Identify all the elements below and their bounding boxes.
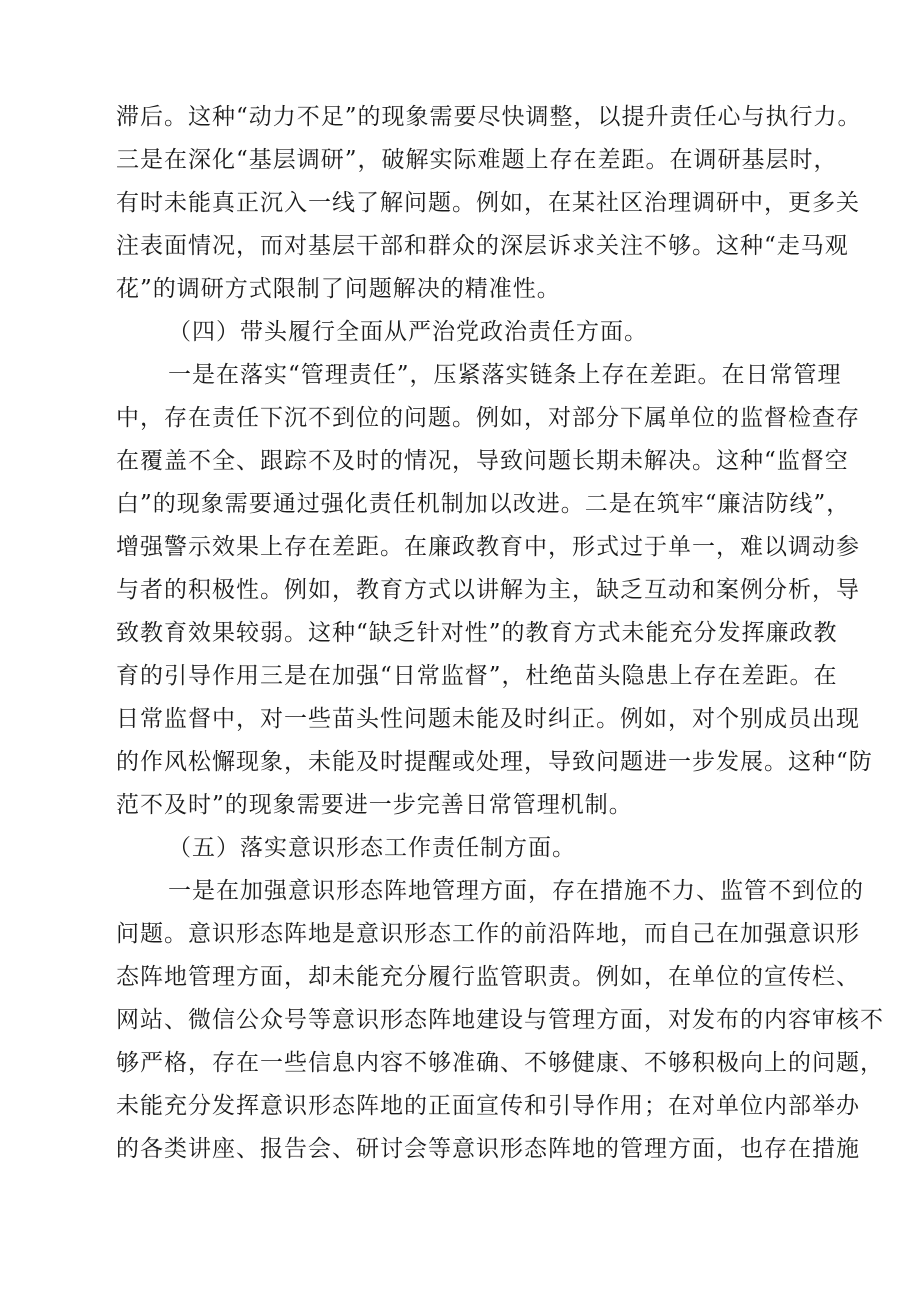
paragraph-line: 滞后。这种“动力不足”的现象需要尽快调整，以提升责任心与执行力。 bbox=[116, 104, 862, 130]
paragraph-line: 增强警示效果上存在差距。在廉政教育中，形式过于单一，难以调动参 bbox=[116, 534, 860, 560]
paragraph-line: 的作风松懈现象，未能及时提醒或处理，导致问题进一步发展。这种“防 bbox=[116, 749, 873, 775]
paragraph-line: 的各类讲座、报告会、研讨会等意识形态阵地的管理方面，也存在措施 bbox=[116, 1136, 860, 1162]
section-heading-4: （四）带头履行全面从严治党政治责任方面。 bbox=[168, 319, 648, 345]
paragraph-line: 网站、微信公众号等意识形态阵地建设与管理方面，对发布的内容审核不 bbox=[116, 1007, 884, 1033]
paragraph-line: 注表面情况，而对基层干部和群众的深层诉求关注不够。这种“走马观 bbox=[116, 233, 849, 259]
paragraph-first-line: 一是在落实“管理责任”，压紧落实链条上存在差距。在日常管理 bbox=[168, 362, 842, 388]
paragraph-line: 日常监督中，对一些苗头性问题未能及时纠正。例如，对个别成员出现 bbox=[116, 706, 860, 732]
paragraph-line: 育的引导作用三是在加强“日常监督”，杜绝苗头隐患上存在差距。在 bbox=[116, 663, 838, 689]
paragraph-line: 三是在深化“基层调研”，破解实际难题上存在差距。在调研基层时， bbox=[116, 147, 838, 173]
document-body bbox=[116, 96, 884, 1171]
paragraph-line: 问题。意识形态阵地是意识形态工作的前沿阵地，而自己在加强意识形 bbox=[116, 921, 860, 947]
paragraph-line: 够严格，存在一些信息内容不够准确、不够健康、不够积极向上的问题， bbox=[116, 1050, 884, 1076]
paragraph-line: 有时未能真正沉入一线了解问题。例如，在某社区治理调研中，更多关 bbox=[116, 190, 860, 216]
paragraph-line: 未能充分发挥意识形态阵地的正面宣传和引导作用；在对单位内部举办 bbox=[116, 1093, 860, 1119]
paragraph-line: 花”的调研方式限制了问题解决的精准性。 bbox=[116, 276, 561, 302]
paragraph-line: 致教育效果较弱。这种“缺乏针对性”的教育方式未能充分发挥廉政教 bbox=[116, 620, 838, 646]
paragraph-line: 与者的积极性。例如，教育方式以讲解为主，缺乏互动和案例分析，导 bbox=[116, 577, 860, 603]
paragraph-line: 范不及时”的现象需要进一步完善日常管理机制。 bbox=[116, 792, 633, 818]
paragraph-first-line: 一是在加强意识形态阵地管理方面，存在措施不力、监管不到位的 bbox=[168, 878, 864, 904]
paragraph-line: 中，存在责任下沉不到位的问题。例如，对部分下属单位的监督检查存 bbox=[116, 405, 860, 431]
paragraph-line: 在覆盖不全、跟踪不及时的情况，导致问题长期未解决。这种“监督空 bbox=[116, 448, 849, 474]
paragraph-line: 白”的现象需要通过强化责任机制加以改进。二是在筑牢“廉洁防线”， bbox=[116, 491, 851, 517]
section-heading-5: （五）落实意识形态工作责任制方面。 bbox=[168, 835, 576, 861]
paragraph-line: 态阵地管理方面，却未能充分履行监管职责。例如，在单位的宣传栏、 bbox=[116, 964, 860, 990]
